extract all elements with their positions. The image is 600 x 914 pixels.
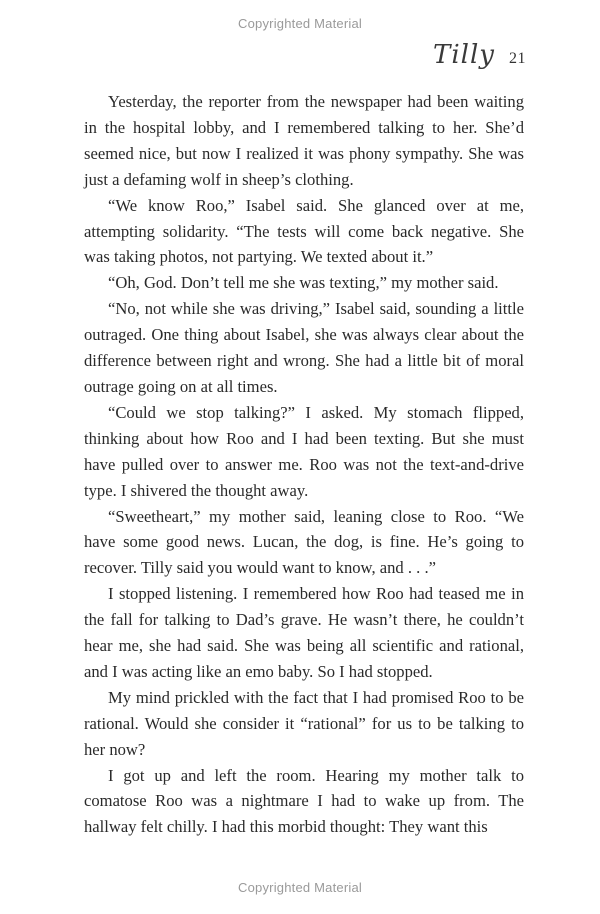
paragraph: “Could we stop talking?” I asked. My stomach flipped, thinking about how Roo and I had been texting. But she must have pulled over to answer me. Roo was not the text-and-drive type. I shivered the thought away. — [84, 402, 524, 500]
paragraph: I got up and left the room. Hearing my mother talk to comatose Roo was a nightmare I had to wake up from. The hallway felt chilly. I had this morbid thought: They want this — [84, 765, 524, 837]
paragraph: “Oh, God. Don’t tell me she was texting,” my mother said. — [108, 273, 499, 293]
body-text — [84, 89, 524, 840]
chapter-title: Tilly — [433, 40, 495, 70]
paragraph: I stopped listening. I remembered how Roo had teased me in the fall for talking to Dad’s grave. He wasn’t there, he couldn’t hear me, she had said. She was being all scientific and rational, and I was acting like an emo baby. So I had stopped. — [84, 584, 524, 681]
copyright-watermark-top: Copyrighted Material — [238, 16, 362, 31]
copyright-watermark-bottom: Copyrighted Material — [238, 880, 362, 895]
paragraph: Yesterday, the reporter from the newspaper had been waiting in the hospital lobby, and I remembered talking to her. She’d seemed nice, but now I realized it was phony sympathy. She was just a defaming wolf in sheep’s clothing. — [84, 92, 524, 189]
paragraph: “We know Roo,” Isabel said. She glanced over at me, attempting solidarity. “The tests will come back negative. She was taking photos, not partying. We texted about it.” — [84, 195, 524, 267]
paragraph: My mind prickled with the fact that I had promised Roo to be rational. Would she consider it “rational” for us to be talking to her now? — [84, 687, 524, 759]
paragraph: “No, not while she was driving,” Isabel said, sounding a little outraged. One thing about Isabel, she was always clear about the difference between right and wrong. She had a little bit of moral outrage going on at all times. — [84, 299, 524, 396]
page-number: 21 — [509, 50, 526, 67]
paragraph: “Sweetheart,” my mother said, leaning close to Roo. “We have some good news. Lucan, the dog, is fine. He’s going to recover. Tilly said you would want to know, and . . .” — [84, 506, 524, 578]
running-header — [433, 40, 526, 80]
